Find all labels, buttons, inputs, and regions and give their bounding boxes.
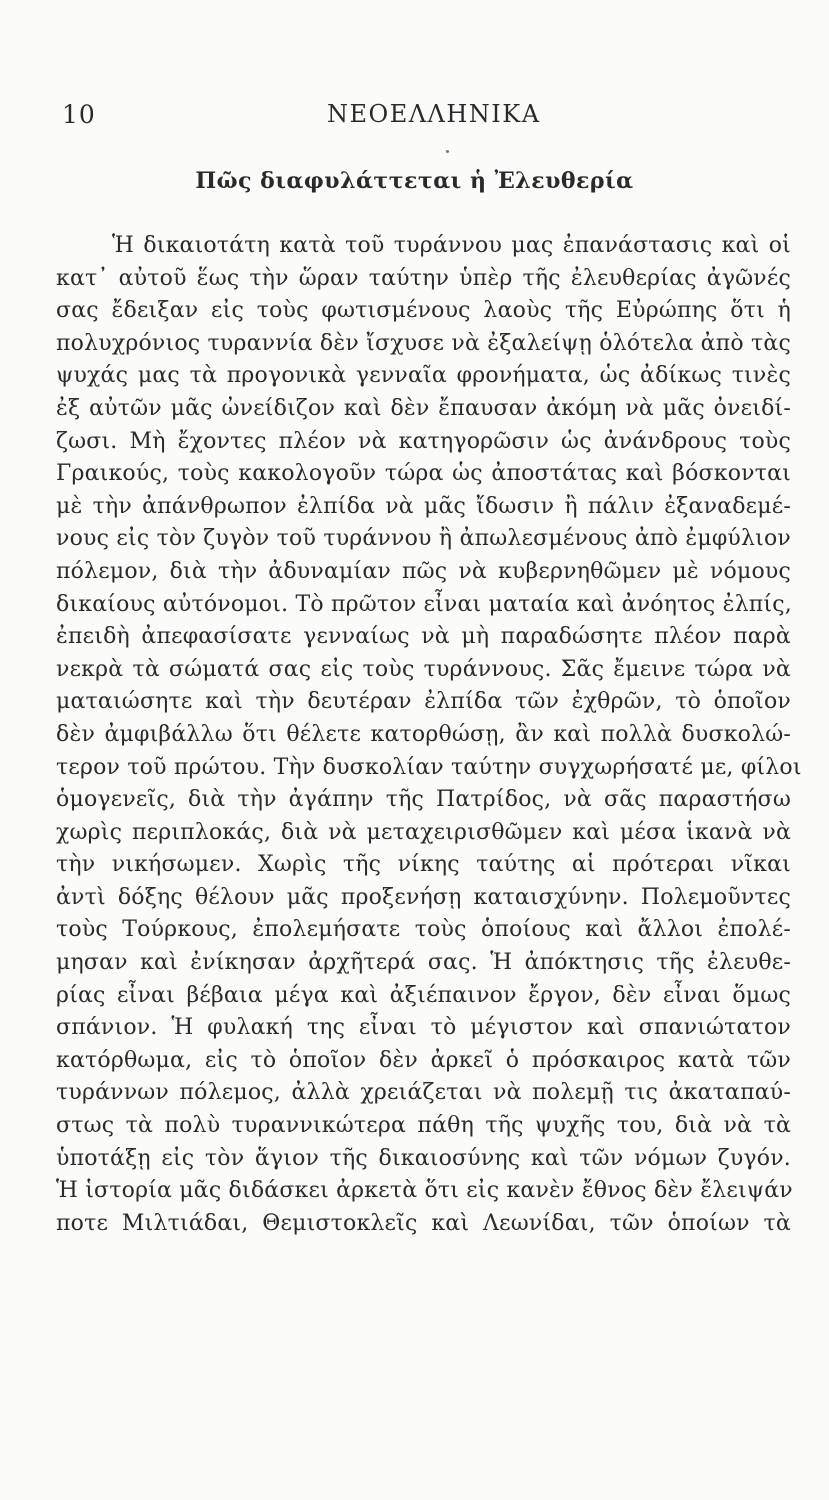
text-line: Γραικούς, τοὺς κακολογοῦν τώρα ὡς ἀποστάτας καὶ βόσκονται	[56, 461, 791, 487]
text-line: σπάνιον. Ἡ φυλακή της εἶναι τὸ μέγιστον καὶ σπανιώτατον	[56, 1015, 791, 1041]
text-line: πολυχρόνιος τυραννία δὲν ἴσχυσε νὰ ἐξαλείψῃ ὁλότελα ἀπὸ τὰς	[56, 330, 791, 356]
text-line: μησαν καὶ ἐνίκησαν ἀρχῆτερά σας. Ἡ ἀπόκτησις τῆς ἐλευθε-	[56, 950, 791, 976]
text-line: νεκρὰ τὰ σώματά σας εἰς τοὺς τυράννους. Σᾶς ἔμεινε τώρα νὰ	[56, 656, 791, 682]
text-line: νους εἰς τὸν ζυγὸν τοῦ τυράννου ἢ ἀπωλεσμένους ἀπὸ ἐμφύλιον	[56, 526, 791, 552]
journal-title: ΝΕΟΕΛΛΗΝΙΚΑ	[327, 100, 541, 128]
text-line: στως τὰ πολὺ τυραννικώτερα πάθη τῆς ψυχῆς του, διὰ νὰ τὰ	[56, 1113, 791, 1139]
text-line: ρίας εἶναι βέβαια μέγα καὶ ἀξιέπαινον ἔργον, δὲν εἶναι ὅμως	[56, 982, 791, 1008]
text-line: ψυχάς μας τὰ προγονικὰ γενναῖα φρονήματα, ὡς ἀδίκως τινὲς	[56, 363, 791, 389]
text-line: τερον τοῦ πρώτου. Τὴν δυσκολίαν ταύτην συγχωρήσατέ με, φίλοι	[56, 754, 802, 780]
text-line: ὁμογενεῖς, διὰ τὴν ἀγάπην τῆς Πατρίδος, νὰ σᾶς παραστήσω	[56, 787, 791, 813]
text-line: δικαίους αὐτόνομοι. Τὸ πρῶτον εἶναι ματαία καὶ ἀνόητος ἐλπίς,	[56, 591, 792, 617]
text-line: πόλεμον, διὰ τὴν ἀδυναμίαν πῶς νὰ κυβερνηθῶμεν μὲ νόμους	[56, 558, 791, 584]
article-title: Πῶς διαφυλάττεται ἡ Ἐλευθερία	[195, 168, 634, 194]
text-line: τυράννων πόλεμος, ἀλλὰ χρειάζεται νὰ πολεμῇ τις ἀκαταπαύ-	[56, 1080, 791, 1106]
text-line: τὴν νικήσωμεν. Χωρὶς τῆς νίκης ταύτης αἱ πρότεραι νῖκαι	[56, 852, 791, 878]
text-line: μὲ τὴν ἀπάνθρωπον ἐλπίδα νὰ μᾶς ἴδωσιν ἢ πάλιν ἐξαναδεμέ-	[56, 493, 791, 519]
text-line: ἀντὶ δόξης θέλουν μᾶς προξενήσῃ καταισχύνην. Πολεμοῦντες	[56, 884, 791, 910]
text-line: τοὺς Τούρκους, ἐπολεμήσατε τοὺς ὁποίους καὶ ἄλλοι ἐπολέ-	[56, 917, 791, 943]
text-line: ἐξ αὐτῶν μᾶς ὠνείδιζον καὶ δὲν ἔπαυσαν ἀκόμη νὰ μᾶς ὀνειδί-	[56, 395, 791, 421]
article-body	[56, 230, 802, 1240]
text-line: χωρὶς περιπλοκάς, διὰ νὰ μεταχειρισθῶμεν καὶ μέσα ἱκανὰ νὰ	[56, 819, 791, 845]
text-line: ἐπειδὴ ἀπεφασίσατε γενναίως νὰ μὴ παραδώσητε πλέον παρὰ	[56, 624, 791, 650]
text-line: ποτε Μιλτιάδαι, Θεμιστοκλεῖς καὶ Λεωνίδαι, τῶν ὁποίων τὰ	[56, 1210, 791, 1236]
text-line: Ἡ ἱστορία μᾶς διδάσκει ἀρκετὰ ὅτι εἰς κανὲν ἔθνος δὲν ἔλειψάν	[56, 1178, 793, 1204]
text-line: κατόρθωμα, εἰς τὸ ὁποῖον δὲν ἀρκεῖ ὁ πρόσκαιρος κατὰ τῶν	[56, 1047, 791, 1073]
text-line: ματαιώσητε καὶ τὴν δευτέραν ἐλπίδα τῶν ἐχθρῶν, τὸ ὁποῖον	[56, 689, 791, 715]
text-line: σας ἔδειξαν εἰς τοὺς φωτισμένους λαοὺς τῆς Εὐρώπης ὅτι ἡ	[56, 298, 791, 324]
text-line: δὲν ἀμφιβάλλω ὅτι θέλετε κατορθώσῃ, ἂν καὶ πολλὰ δυσκολώ-	[56, 721, 791, 747]
ink-speck	[446, 150, 449, 153]
text-line: ζωσι. Μὴ ἔχοντες πλέον νὰ κατηγορῶσιν ὡς ἀνάνδρους τοὺς	[56, 428, 791, 454]
page-number: 10	[62, 100, 96, 129]
text-line: κατ᾽ αὐτοῦ ἕως τὴν ὥραν ταύτην ὑπὲρ τῆς ἐλευθερίας ἀγῶνές	[56, 265, 791, 291]
running-head	[62, 100, 762, 134]
text-line: Ἡ δικαιοτάτη κατὰ τοῦ τυράννου μας ἐπανάστασις καὶ οἱ	[112, 233, 791, 258]
text-line: ὑποτάξῃ εἰς τὸν ἅγιον τῆς δικαιοσύνης καὶ τῶν νόμων ζυγόν.	[56, 1145, 791, 1171]
